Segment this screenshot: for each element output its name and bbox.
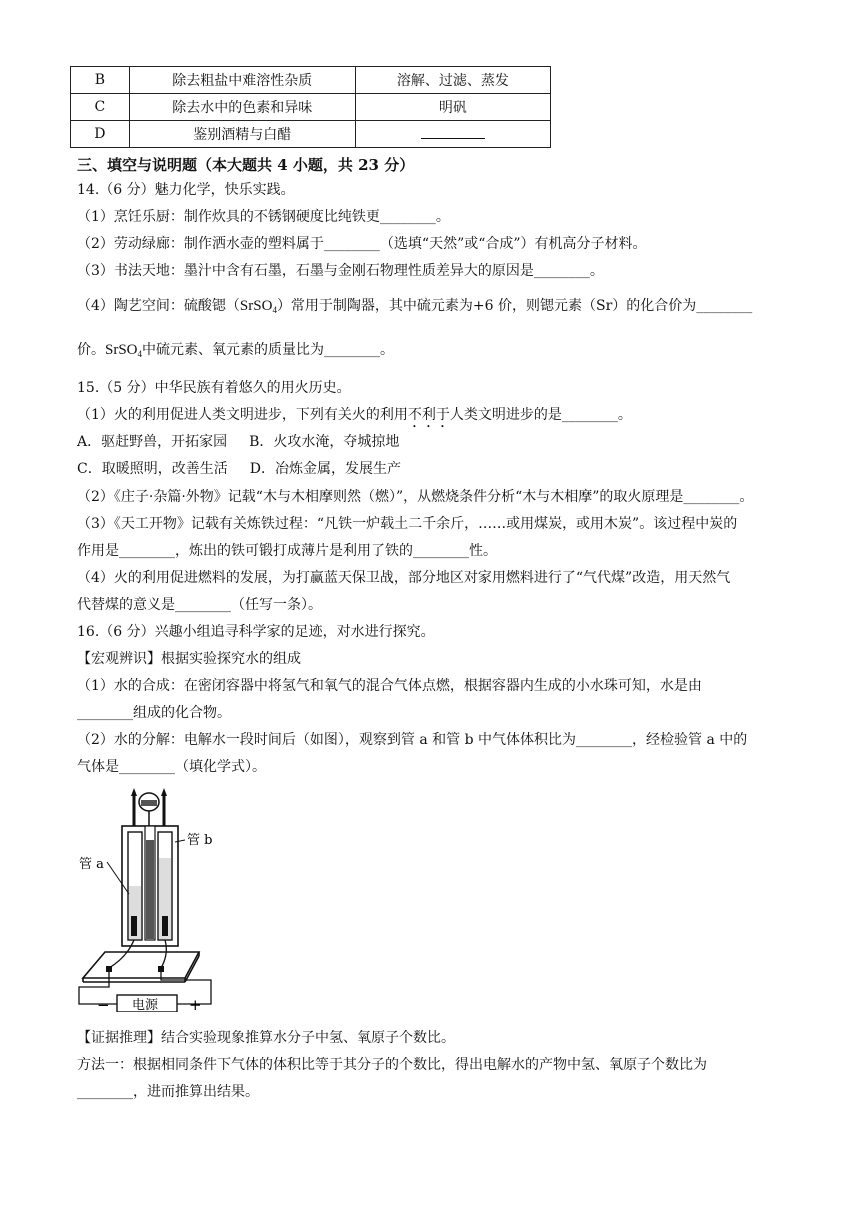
- q14-part3: （3）书法天地：墨汁中含有石墨，石墨与金刚石物理性质差异大的原因是________。: [77, 263, 604, 279]
- q14-part4-line1: [77, 296, 752, 320]
- formula-subscript: 4: [137, 349, 143, 359]
- q14-part4-text-d: 中硫元素、氧元素的质量比为________。: [142, 342, 395, 358]
- base-plate: [83, 952, 199, 978]
- section-title: 三、填空与说明题（本大题共 4 小题，共 23 分）: [77, 156, 415, 174]
- q15-part3-line2: 作用是________，炼出的铁可锻打成薄片是利用了铁的________性。: [77, 543, 497, 559]
- experiment-purpose: 除去粗盐中难溶性杂质: [129, 67, 355, 94]
- table-row: [71, 121, 551, 148]
- tube-b-label: 管 b: [187, 833, 213, 848]
- q15-part2: （2）《庄子·杂篇·外物》记载“木与木相摩则然（燃）”，从燃烧条件分析“木与木相摩”的取火原理是________。: [77, 489, 754, 505]
- formula-base: SrSO: [105, 342, 138, 358]
- experiment-method: 明矾: [355, 94, 550, 121]
- table-row: [71, 94, 551, 121]
- q16-stem: 16.（6 分）兴趣小组追寻科学家的足迹，对水进行探究。: [77, 624, 435, 640]
- option-a[interactable]: A．驱赶野兽，开拓家园: [77, 434, 228, 450]
- q16-method1-line2: ________，进而推算出结果。: [77, 1084, 259, 1100]
- power-supply-label: 电源: [132, 998, 159, 1012]
- q15-part1-text-b: 人类文明进步的是________。: [449, 407, 632, 423]
- q15-part3-line1: （3）《天工开物》记载有关炼铁过程：“凡铁一炉载土二千余斤，……或用煤炭，或用木炭”。该过程中炭的: [77, 516, 738, 532]
- option-c[interactable]: C．取暖照明，改善生活: [77, 461, 228, 477]
- table-row: [71, 67, 551, 94]
- q15-part4-line1: （4）火的利用促进燃料的发展，为打赢蓝天保卫战，部分地区对家用燃料进行了“气代煤”改造，用天然气: [77, 570, 731, 586]
- q15-options-row1: [77, 432, 399, 452]
- formula-subscript: 4: [272, 305, 277, 315]
- answer-blank[interactable]: [421, 126, 485, 139]
- q14-part4-text-b: ）常用于制陶器，其中硫元素为+6 价，则锶元素（Sr）的化合价为________: [276, 298, 753, 314]
- option-letter: D: [71, 121, 130, 148]
- q16-part2-line1: （2）水的分解：电解水一段时间后（如图），观察到管 a 和管 b 中气体体积比为________，经检验管 a 中的: [77, 732, 748, 748]
- q15-stem: 15.（5 分）中华民族有着悠久的用火历史。: [77, 380, 351, 396]
- q15-part4-line2: 代替煤的意义是________（任写一条）。: [77, 597, 322, 613]
- experiment-purpose: 除去水中的色素和异味: [129, 94, 355, 121]
- electrolysis-apparatus-figure: [77, 782, 229, 1012]
- minus-terminal-icon: −: [97, 996, 110, 1012]
- q16-part1-line1: （1）水的合成：在密闭容器中将氢气和氧气的混合气体点燃，根据容器内生成的小水珠可知，水是由: [77, 678, 702, 694]
- q16-method1-line1: 方法一：根据相同条件下气体的体积比等于其分子的个数比，得出电解水的产物中氢、氧原子个数比为: [77, 1057, 707, 1073]
- q16-part1-line2: ________组成的化合物。: [77, 705, 231, 721]
- q14-part4-text-a: （4）陶艺空间：硫酸锶（: [77, 298, 240, 314]
- q14-part1: （1）烹饪乐厨：制作炊具的不锈钢硬度比纯铁更________。: [77, 209, 450, 225]
- center-tube-water: [146, 840, 154, 939]
- q16-macro-heading: 【宏观辨识】根据实验探究水的组成: [77, 651, 301, 667]
- q14-part2: （2）劳动绿廊：制作洒水壶的塑料属于________（选填“天然”或“合成”）有机高分子材料。: [77, 236, 647, 252]
- answer-blank-cell[interactable]: [355, 121, 550, 148]
- terminal-left: [106, 966, 112, 972]
- q15-options-row2: [77, 459, 401, 479]
- formula-srso4: [240, 298, 277, 314]
- tube-a-label: 管 a: [79, 857, 104, 872]
- plus-terminal-icon: +: [189, 996, 202, 1012]
- q16-evidence-heading: 【证据推理】结合实验现象推算水分子中氢、氧原子个数比。: [77, 1030, 455, 1046]
- experiment-purpose: 鉴别酒精与白醋: [129, 121, 355, 148]
- emphasis-not-beneficial: 不利于: [407, 407, 450, 423]
- q14-part4-text-c: 价。: [77, 342, 105, 358]
- q14-part4-line2: [77, 340, 394, 364]
- q14-stem: 14.（6 分）魅力化学，快乐实践。: [77, 182, 295, 198]
- formula-base: SrSO: [239, 298, 273, 314]
- option-d[interactable]: D．冶炼金属，发展生产: [249, 461, 401, 477]
- option-letter: C: [71, 94, 130, 121]
- electrode-a: [131, 916, 137, 936]
- reservoir-water: [141, 800, 157, 806]
- option-b[interactable]: B．火攻水淹，夺城掠地: [249, 434, 400, 450]
- electrode-b: [162, 916, 168, 936]
- option-letter: B: [71, 67, 130, 94]
- q16-part2-line2: 气体是________（填化学式）。: [77, 759, 266, 775]
- formula-srso4: [105, 342, 142, 358]
- terminal-right: [158, 966, 164, 972]
- q15-part1-text-a: （1）火的利用促进人类文明进步，下列有关火的利用: [77, 407, 408, 423]
- q15-part1: [77, 405, 632, 431]
- experiment-table: [70, 66, 551, 148]
- experiment-method: 溶解、过滤、蒸发: [355, 67, 550, 94]
